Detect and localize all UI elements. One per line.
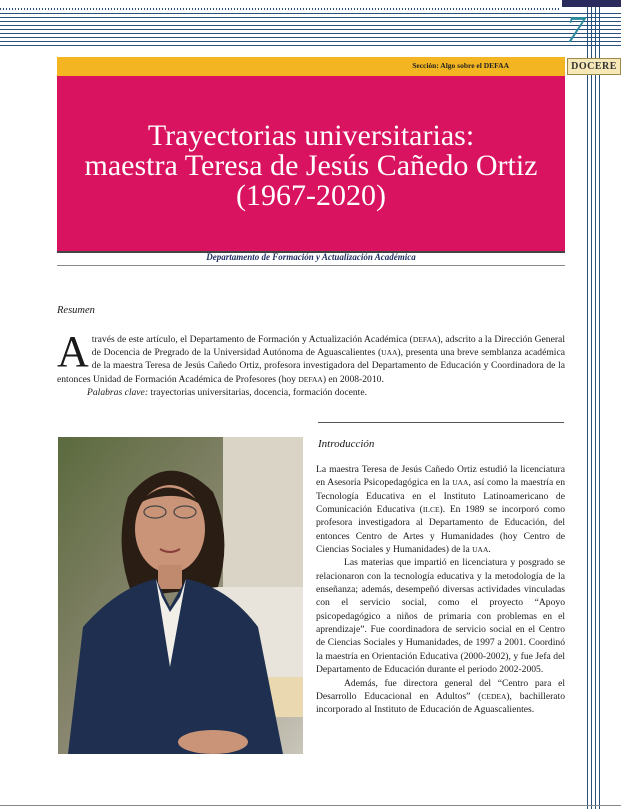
header-line xyxy=(0,37,621,38)
title-block xyxy=(57,76,565,251)
article-title: Trayectorias universitarias: maestra Teresa de Jesús Cañedo Ortiz (1967-2020) xyxy=(84,119,538,212)
page-bottom-rule xyxy=(0,805,621,806)
margin-line xyxy=(595,0,596,809)
portrait-photo xyxy=(58,437,303,754)
docere-logo: DOCERE xyxy=(567,58,621,75)
byline-rule xyxy=(57,265,565,266)
header-line xyxy=(0,13,621,14)
paragraph: Además, fue directora general del “Centro para el Desarrollo Educacional en Adultos” (CEDEA), bachillerato incorporado al Instituto de Educación de Aguascalientes. xyxy=(316,677,566,716)
section-rule xyxy=(318,422,564,423)
paragraph: La maestra Teresa de Jesús Cañedo Ortiz estudió la licenciatura en Asesoría Psicopedagógica en la UAA, así como la maestría en Tecnología Educativa en el Instituto Latinoamericano de Comunicación Educativa (ILCE). En 1989 se incorporó como profesora investigadora al Departamento de Educación, del entonces Centro de Artes y Humanidades (hoy Centro de Ciencias Sociales y Humanidades) de la UAA. xyxy=(316,464,565,556)
header-line xyxy=(0,45,621,46)
section-label: Sección: Algo sobre el DEFAA xyxy=(412,61,509,70)
page-number: 7 xyxy=(566,9,585,51)
section-bar xyxy=(57,57,565,76)
header-line xyxy=(0,17,621,18)
abstract-heading: Resumen xyxy=(57,305,95,316)
header-dotted-line xyxy=(0,8,560,10)
paragraph: Las materias que impartió en licenciatura y posgrado se relacionaron con la tecnología educativa y la metodología de la enseñanza; además, desempeñó diversas actividades vinculadas con el servicio social, como el proyecto “Apoyo psicopedagógico a niños de primaria con problemas en el aprendizaje”. Fue coordinadora de servicio social en el Centro de Ciencias Sociales y Humanidades, de 1997 a 2001. Coordinó la maestría en Orientación Educativa (2000-2002), y fue Jefa del Departamento de Educación durante el periodo 2002-2005. xyxy=(316,557,565,676)
margin-line xyxy=(599,0,600,809)
header-line xyxy=(0,33,621,34)
intro-body xyxy=(316,463,565,717)
header-line xyxy=(0,25,621,26)
margin-line xyxy=(587,0,588,809)
margin-line xyxy=(591,0,592,809)
drop-cap: A xyxy=(57,327,89,376)
header-line xyxy=(0,21,621,22)
header-line xyxy=(0,29,621,30)
header-line xyxy=(0,41,621,42)
keywords: Palabras clave: trayectorias universitarias, docencia, formación docente. xyxy=(87,386,367,398)
abstract-text: Através de este artículo, el Departamento de Formación y Actualización Académica (DEFAA), adscrito a la Dirección General de Docencia de Pregrado de la Universidad Autónoma de Aguascalientes (UAA), presenta una breve semblanza académica de la maestra Teresa de Jesús Cañedo Ortiz, profesora investigadora del Departamento de Educación y Coordinadora de la entonces Unidad de Formación Académica de Profesores (hoy DEFAA) en 2008-2010. Palabras clave: trayectorias universitarias, docencia, formación docente. xyxy=(57,327,565,398)
department-byline: Departamento de Formación y Actualización Académica xyxy=(206,252,416,262)
intro-heading: Introducción xyxy=(318,438,375,450)
corner-bar xyxy=(562,0,621,7)
